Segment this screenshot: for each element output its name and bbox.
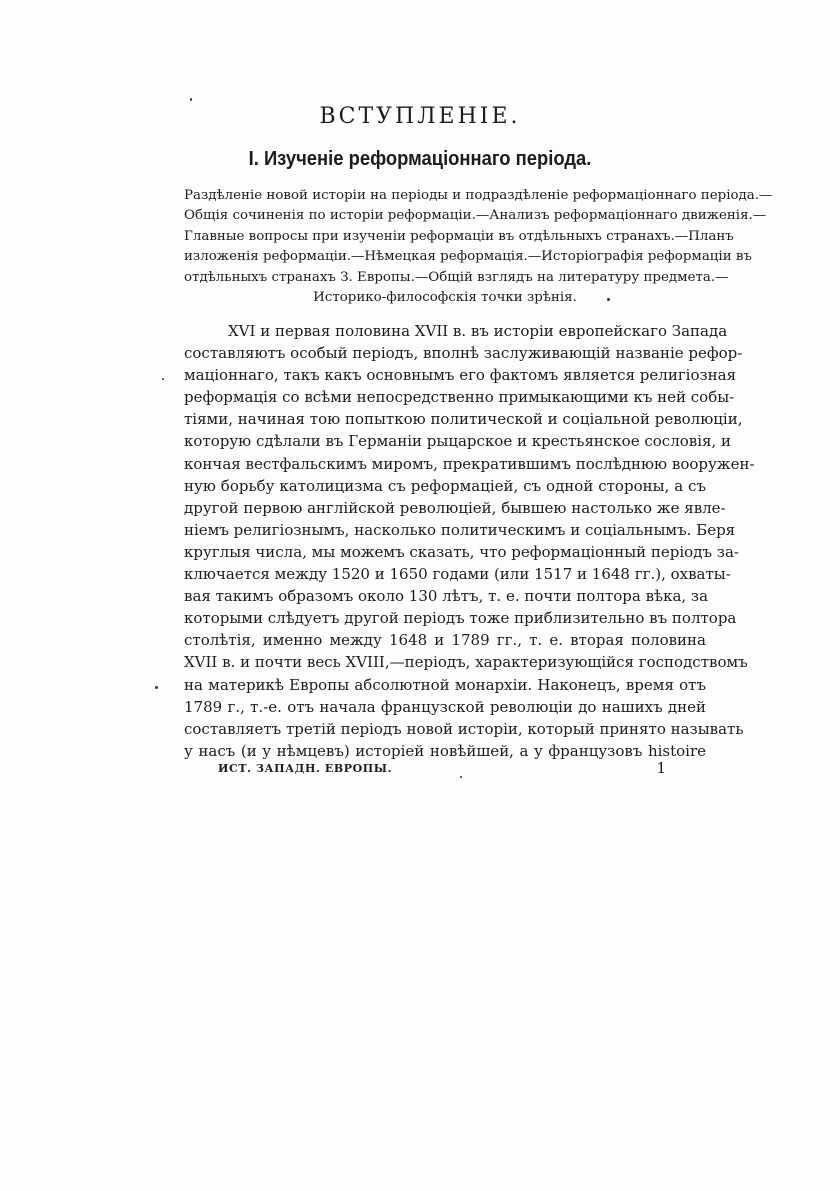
body-line: которую сдѣлали въ Германіи рыцарское и крестьянское сословія, и: [184, 432, 731, 451]
body-line: XVII в. и почти весь XVIII,—періодъ, характеризующійся господствомъ: [184, 653, 748, 672]
body-line: другой первою англійской революціей, бывшею настолько же явле-: [184, 498, 726, 517]
body-line: тіями, начиная тою попыткою политической и соціальной революціи,: [184, 410, 743, 429]
summary-line: изложенія реформаціи.—Нѣмецкая реформація.—Исторіографія реформаціи въ: [184, 249, 752, 265]
summary-line: Раздѣленіе новой исторіи на періоды и подраздѣленіе реформаціоннаго періода.—: [184, 188, 773, 203]
body-line: реформація со всѣми непосредственно примыкающими къ ней собы-: [184, 388, 735, 407]
body-line: XVI и первая половина XVII в. въ исторіи европейскаго Запада: [228, 322, 728, 340]
chapter-title: ВСТУПЛЕНІЕ.: [319, 104, 521, 129]
scan-speck: [190, 98, 192, 101]
summary-line: Главные вопросы при изученіи реформаціи въ отдѣльныхъ странахъ.—Планъ: [184, 228, 734, 244]
chapter-summary: [184, 186, 773, 308]
body-line: маціоннаго, такъ какъ основнымъ его фактомъ является религіозная: [184, 366, 737, 385]
page-footer: [218, 759, 666, 782]
body-line: ную борьбу католицизма съ реформаціей, съ одной стороны, а съ: [184, 476, 706, 495]
summary-line: Общія сочиненія по исторіи реформаціи.—Анализъ реформаціоннаго движенія.—: [184, 208, 767, 224]
body-line: составляютъ особый періодъ, вполнѣ заслуживающій названіе рефор-: [184, 344, 743, 363]
body-line: ніемъ религіознымъ, насколько политическимъ и соціальнымъ. Беря: [184, 520, 736, 539]
body-line: 1789 г., т.-е. отъ начала французской революціи до нашихъ дней: [184, 697, 706, 716]
scan-speck: [607, 298, 610, 301]
scan-speck: [155, 686, 158, 689]
summary-line: отдѣльныхъ странахъ З. Европы.—Общій взглядъ на литературу предмета.—: [184, 269, 729, 285]
body-line: у насъ (и у нѣмцевъ) исторіей новѣйшей, а у французовъ histoire: [184, 741, 706, 760]
running-head: ИСТ. ЗАПАДН. ЕВРОПЫ.: [218, 762, 393, 775]
summary-line: Историко-философскія точки зрѣнія.: [313, 289, 577, 305]
body-line: вая такимъ образомъ около 130 лѣтъ, т. е. почти полтора вѣка, за: [184, 587, 709, 606]
body-line: ключается между 1520 и 1650 годами (или 1517 и 1648 гг.), охваты-: [184, 565, 731, 584]
scan-speck: [162, 378, 164, 380]
body-line: столѣтія, именно между 1648 и 1789 гг., т. е. вторая половина: [184, 631, 706, 650]
body-paragraph: [184, 320, 755, 762]
body-line: на материкѣ Европы абсолютной монархіи. Наконецъ, время отъ: [184, 675, 706, 694]
body-line: круглыя числа, мы можемъ сказать, что реформаціонный періодъ за-: [184, 542, 739, 561]
scan-speck: [460, 776, 462, 778]
body-line: которыми слѣдуетъ другой періодъ тоже приблизительно въ полтора: [184, 609, 737, 628]
body-line: составляетъ третій періодъ новой исторіи, который принято называть: [184, 719, 744, 738]
signature-number: 1: [656, 759, 666, 777]
body-line: кончая вестфальскимъ миромъ, прекратившимъ послѣднюю вооружен-: [184, 454, 755, 473]
section-title: I. Изученіе реформаціоннаго періода.: [248, 148, 592, 170]
